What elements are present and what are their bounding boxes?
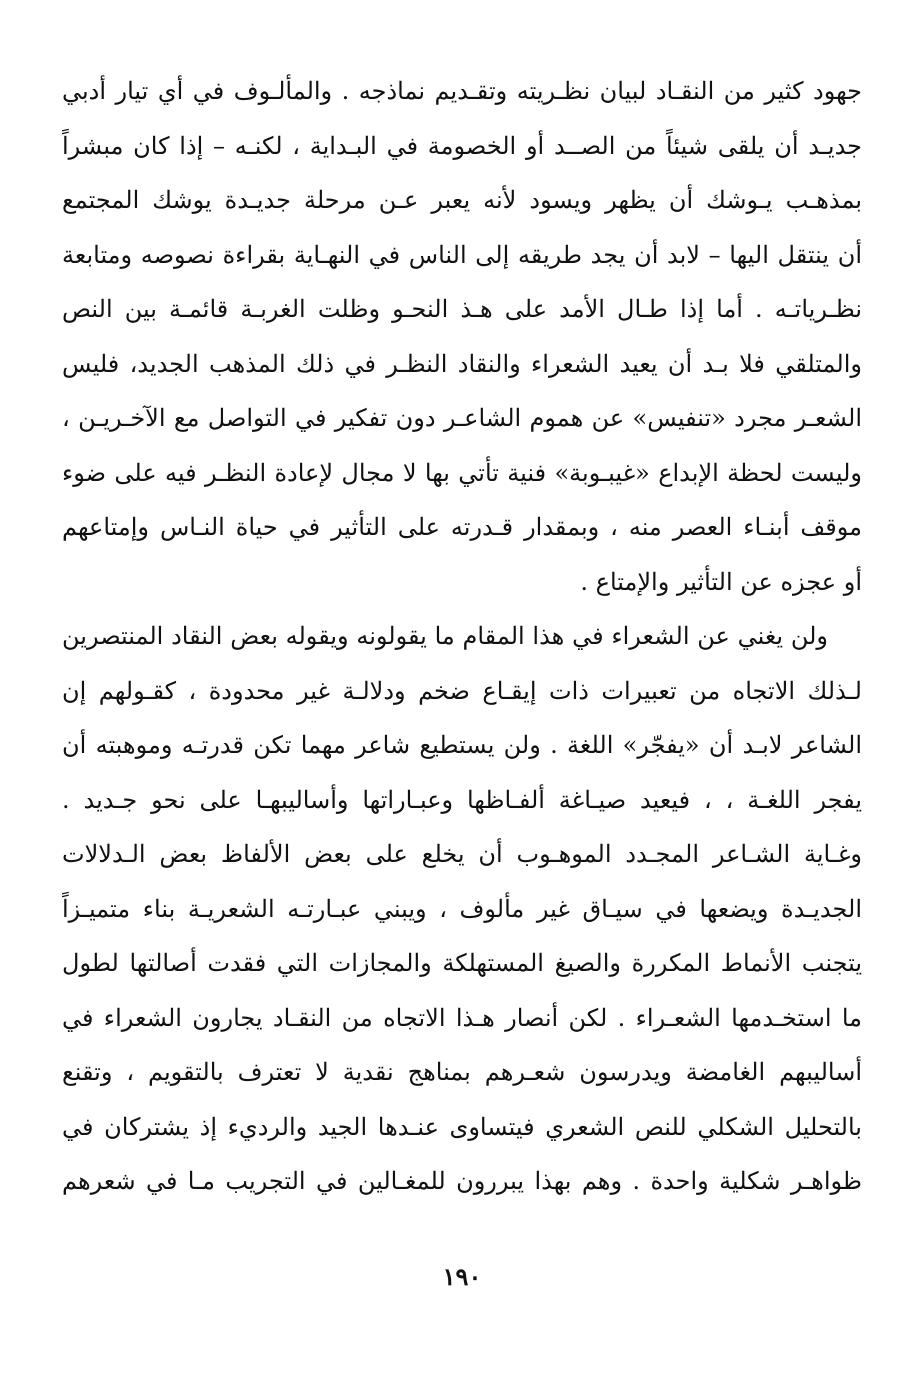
text-line: ما استخـدمها الشعـراء . لكن أنصار هـذا الاتجاه من النقـاد يجارون الشعراء في xyxy=(62,1003,862,1032)
text-line: موقف أبنـاء العصر منه ، وبمقدار قـدرته على التأثير في حياة النـاس وإمتاعهم xyxy=(62,513,862,541)
page-number: ١٩٠ xyxy=(442,1262,482,1291)
text-line: الشاعر لابـد أن «يفجّر» اللغة . ولن يستطيع شاعر مهما تكن قدرتـه وموهبته أن xyxy=(62,731,862,759)
text-line: جديـد أن يلقى شيئاً من الصــد أو الخصومة في البـداية ، لكنـه – إذا كان مبشراً xyxy=(62,131,862,160)
text-line: ظواهـر شكلية واحدة . وهم بهذا يبررون للمغـالين في التجريب مـا في شعرهم xyxy=(62,1167,862,1195)
text-line: والمتلقي فلا بـد أن يعيد الشعراء والنقاد النظـر في ذلك المذهب الجديد، فليس xyxy=(62,349,862,378)
text-line: أساليبهم الغامضة ويدرسون شعـرهم بمناهج نقدية لا تعترف بالتقويم ، وتقنع xyxy=(62,1058,862,1086)
text-line: الشعـر مجرد «تنفيس» عن هموم الشاعـر دون تفكير في التواصل مع الآخـريـن ، xyxy=(62,404,862,432)
text-line: لـذلك الاتجاه من تعبيرات ذات إيقـاع ضخم ودلالـة غير محدودة ، كقـولهم إن xyxy=(62,676,862,705)
text-line: بالتحليل الشكلي للنص الشعري فيتساوى عنـدها الجيد والرديء إذ يشتركان في xyxy=(62,1112,862,1141)
body-text xyxy=(62,64,862,1209)
text-line: وغـاية الشـاعر المجـدد الموهـوب أن يخلع على بعض الألفاظ بعض الـدلالات xyxy=(62,840,862,868)
text-line: جهود كثير من النقـاد لبيان نظـريته وتقـديم نماذجه . والمألـوف في أي تيار أدبي xyxy=(62,77,862,105)
text-line: نظـرياتـه . أما إذا طـال الأمد على هـذ النحـو وظلت الغربـة قائمـة بين النص xyxy=(62,295,862,323)
text-line: ولن يغني عن الشعراء في هذا المقام ما يقولونه ويقوله بعض النقاد المنتصرين xyxy=(62,622,828,650)
text-line: يتجنب الأنماط المكررة والصيغ المستهلكة والمجازات التي فقدت أصالتها لطول xyxy=(62,949,862,977)
text-line: بمذهـب يـوشك أن يظهر ويسود لأنه يعبر عـن مرحلة جديـدة يوشك المجتمع xyxy=(62,186,862,214)
text-line: يفجر اللغـة ، ، فيعيد صيـاغة ألفـاظها وعبـاراتها وأساليبهـا على نحو جـديد . xyxy=(62,785,862,814)
text-line: أو عجزه عن التأثير والإمتاع . xyxy=(580,567,862,596)
text-line: وليست لحظة الإبداع «غيبـوبة» فنية تأتي بها لا مجال لإعادة النظـر فيه على ضوء xyxy=(62,458,862,487)
text-line: أن ينتقل اليها – لابد أن يجد طريقه إلى الناس في النهـاية بقراءة نصوصه ومتابعة xyxy=(62,240,862,269)
text-line: الجديـدة ويضعها في سيـاق غير مألوف ، ويبني عبـارتـه الشعريـة بناء متميـزاً xyxy=(62,894,862,923)
